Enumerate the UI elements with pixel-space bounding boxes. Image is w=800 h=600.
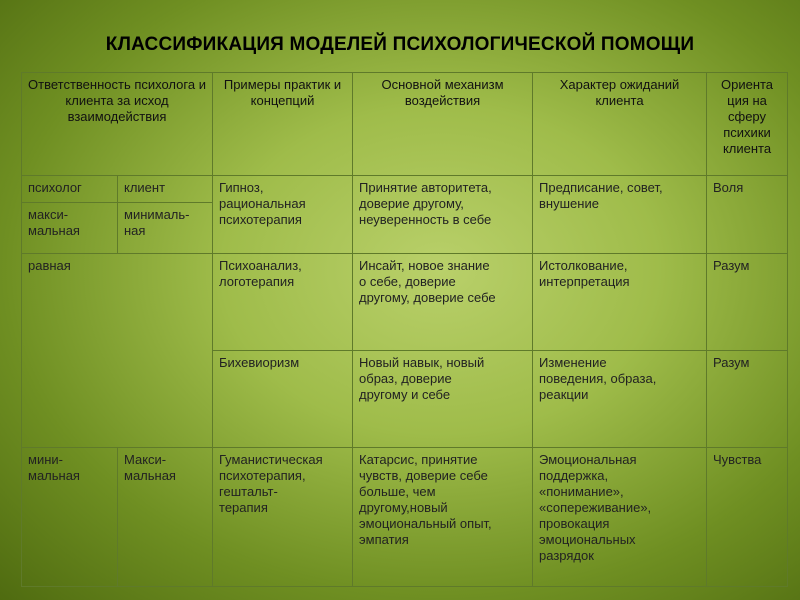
table-row: [22, 254, 788, 351]
slide-title: КЛАССИФИКАЦИЯ МОДЕЛЕЙ ПСИХОЛОГИЧЕСКОЙ ПОМОЩИ: [105, 34, 695, 55]
cell-examples: Гипноз, рациональная психотерапия: [213, 176, 353, 254]
subheader-psychologist: психолог: [22, 176, 118, 203]
subheader-client: клиент: [118, 176, 213, 203]
cell-psychologist: мини- мальная: [22, 448, 118, 587]
classification-table: [21, 72, 788, 587]
header-expectations: Характер ожиданий клиента: [533, 73, 707, 176]
table-row: [22, 176, 788, 203]
cell-examples: Гуманистическая психотерапия, гештальт- терапия: [213, 448, 353, 587]
header-row: [22, 73, 788, 176]
cell-mechanism: Принятие авторитета, доверие другому, неуверенность в себе: [353, 176, 533, 254]
cell-orientation: Чувства: [707, 448, 788, 587]
cell-expectations: Предписание, совет, внушение: [533, 176, 707, 254]
table-row: [22, 448, 788, 587]
header-mechanism: Основной механизм воздействия: [353, 73, 533, 176]
cell-client: Макси- мальная: [118, 448, 213, 587]
cell-responsibility: равная: [22, 254, 213, 448]
header-responsibility: Ответственность психолога и клиента за исход взаимодействия: [22, 73, 213, 176]
cell-examples: Бихевиоризм: [213, 351, 353, 448]
cell-psychologist: макси- мальная: [22, 203, 118, 254]
cell-mechanism: Новый навык, новый образ, доверие другому и себе: [353, 351, 533, 448]
cell-orientation: Разум: [707, 254, 788, 351]
cell-orientation: Воля: [707, 176, 788, 254]
cell-expectations: Эмоциональная поддержка, «понимание», «сопереживание», провокация эмоциональных разрядок: [533, 448, 707, 587]
cell-mechanism: Катарсис, принятие чувств, доверие себе больше, чем другому,новый эмоциональный опыт, эмпатия: [353, 448, 533, 587]
cell-mechanism: Инсайт, новое знание о себе, доверие другому, доверие себе: [353, 254, 533, 351]
cell-expectations: Изменение поведения, образа, реакции: [533, 351, 707, 448]
cell-expectations: Истолкование, интерпретация: [533, 254, 707, 351]
cell-orientation: Разум: [707, 351, 788, 448]
cell-client: минималь- ная: [118, 203, 213, 254]
cell-examples: Психоанализ, логотерапия: [213, 254, 353, 351]
header-orientation: Ориента ция на сферу психики клиента: [707, 73, 788, 176]
header-examples: Примеры практик и концепций: [213, 73, 353, 176]
